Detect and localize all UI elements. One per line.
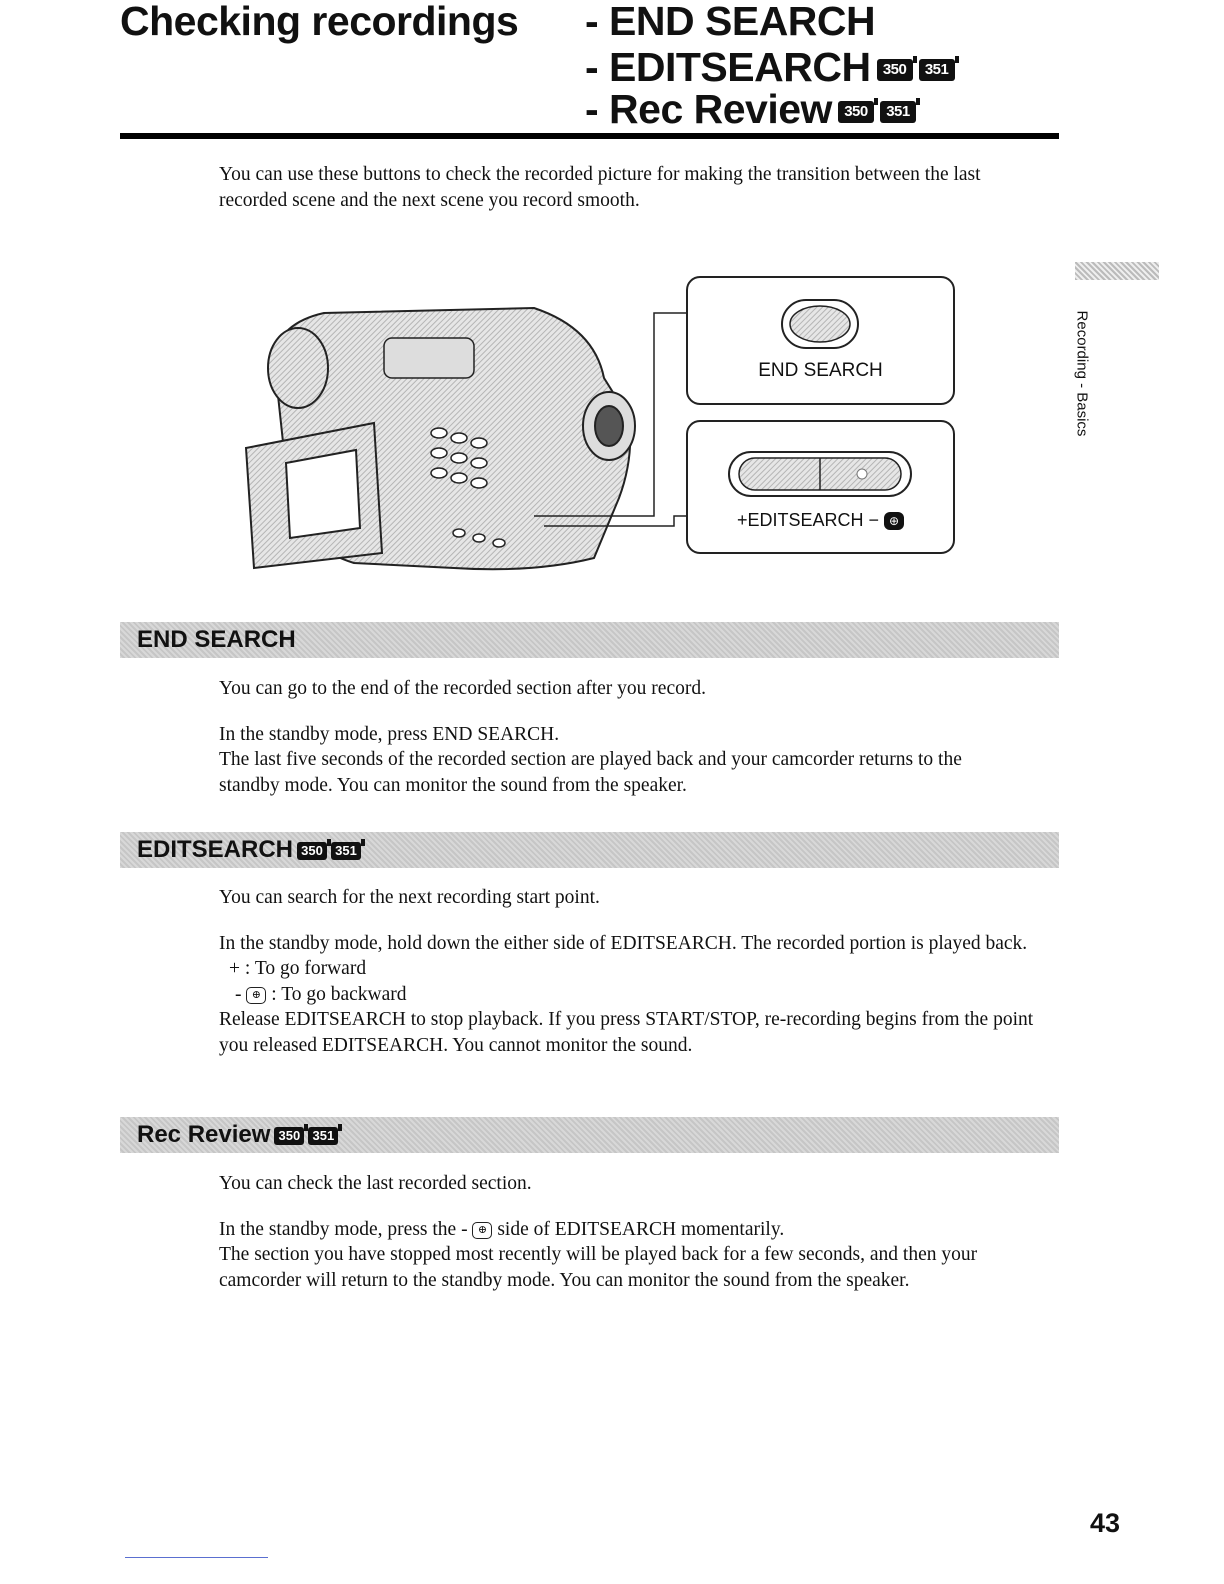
footer-rule (125, 1557, 268, 1558)
rec-review-p1: You can check the last recorded section. (219, 1173, 532, 1194)
rec-review-p2-suffix: side of EDITSEARCH momentarily. (497, 1218, 785, 1240)
rec-review-body (219, 1171, 1064, 1293)
model-badge-350: 350 (297, 842, 327, 860)
model-badge-351: 351 (308, 1127, 338, 1145)
model-badge-350: 350 (877, 59, 913, 81)
section-bar-rec-review (120, 1117, 1059, 1153)
rec-review-icon: ⊕ (884, 512, 904, 530)
editsearch-rocker-icon (727, 450, 913, 498)
page-number: 43 (1090, 1508, 1121, 1538)
editsearch-callout (686, 420, 955, 554)
section-bar-editsearch (120, 832, 1059, 868)
rec-review-heading-text: Rec Review (137, 1121, 271, 1148)
rec-review-p3: The section you have stopped most recently will be played back for a few seconds, and then your camcorder will return to the standby mode. You can monitor the sound from the speaker. (219, 1244, 978, 1291)
model-badge-351: 351 (919, 59, 955, 81)
model-badge-350: 350 (274, 1127, 304, 1145)
editsearch-p2: In the standby mode, hold down the either side of EDITSEARCH. The recorded portion is played back. (219, 932, 1028, 954)
backward-suffix: : To go backward (271, 983, 407, 1005)
title-editsearch: - EDITSEARCH (585, 44, 871, 90)
side-tab-label: Recording - Basics (1073, 310, 1091, 437)
side-tab-marker (1075, 262, 1159, 280)
rec-review-icon: ⊕ (472, 1222, 492, 1239)
title-rec-review-line (585, 86, 916, 132)
title-prefix: Checking recordings (120, 0, 519, 44)
end-search-p2: In the standby mode, press END SEARCH. (219, 723, 560, 745)
editsearch-p3: Release EDITSEARCH to stop playback. If you press START/STOP, re-recording begins from the point you released EDITSEARCH. You cannot monitor the sound. (219, 1009, 1034, 1056)
editsearch-label-text: +EDITSEARCH − (736, 510, 880, 530)
section-heading-editsearch (137, 835, 361, 865)
title-rec-review: - Rec Review (585, 86, 832, 132)
editsearch-label (688, 510, 953, 531)
title-editsearch-line (585, 44, 955, 90)
model-badge-351: 351 (880, 101, 916, 123)
backward-prefix: - (235, 983, 242, 1005)
title-rule (120, 133, 1059, 139)
editsearch-backward (219, 982, 1064, 1008)
end-search-body (219, 676, 1064, 798)
editsearch-body (219, 885, 1064, 1058)
rec-review-p2-prefix: In the standby mode, press the - (219, 1218, 468, 1240)
section-heading-end-search: END SEARCH (137, 626, 296, 653)
title-end-search: - END SEARCH (585, 0, 876, 44)
section-heading-rec-review (137, 1120, 338, 1150)
end-search-button-icon (780, 298, 860, 350)
camcorder-illustration (234, 268, 964, 588)
model-badge-351: 351 (331, 842, 361, 860)
editsearch-p1: You can search for the next recording start point. (219, 887, 600, 908)
model-badge-350: 350 (838, 101, 874, 123)
side-tab (1072, 290, 1092, 460)
end-search-p3: The last five seconds of the recorded section are played back and your camcorder returns to the standby mode. You can monitor the sound from the speaker. (219, 749, 962, 796)
intro-paragraph: You can use these buttons to check the recorded picture for making the transition between the last recorded scene and the next scene you record smooth. (219, 164, 981, 211)
intro-text (219, 162, 1009, 213)
section-bar-end-search (120, 622, 1059, 658)
end-search-callout (686, 276, 955, 405)
end-search-label: END SEARCH (758, 360, 883, 381)
editsearch-heading-text: EDITSEARCH (137, 836, 294, 863)
rec-review-icon: ⊕ (246, 987, 266, 1004)
editsearch-forward: + : To go forward (229, 958, 367, 979)
rec-review-p2 (219, 1217, 1064, 1243)
end-search-p1: You can go to the end of the recorded section after you record. (219, 678, 706, 699)
